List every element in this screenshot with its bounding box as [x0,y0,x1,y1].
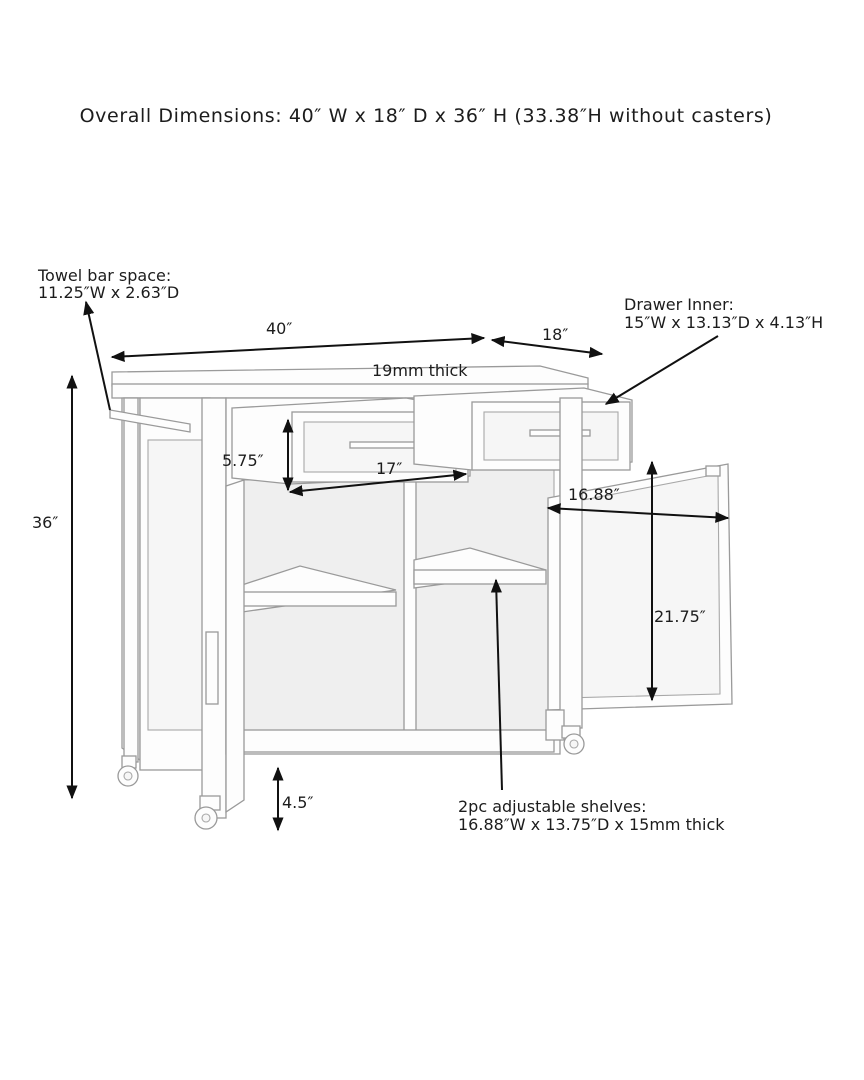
caster-back-right [562,726,584,754]
cabinet-interior-left [242,480,406,740]
door-width-label: 16.88″ [568,485,620,504]
door-hinge-plate [706,466,720,476]
caster-back-left [118,756,138,786]
left-back-leg [124,398,138,762]
depth-label: 18″ [542,325,569,344]
door-height-label: 21.75″ [654,607,706,626]
bottom-shelf [242,730,554,752]
right-back-leg [560,398,582,728]
top-thickness-label: 19mm thick [372,361,468,380]
left-door-handle [206,632,218,704]
towel-bar-pointer [86,302,110,410]
drawer-inner-label-line1: Drawer Inner: [624,295,734,314]
drawer-height-label: 5.75″ [222,451,264,470]
shelf-left-front [242,592,396,606]
countertop [112,366,588,386]
drawer-inner-label-line2: 15″W x 13.13″D x 4.13″H [624,313,824,332]
shelves-label-line2: 16.88″W x 13.75″D x 15mm thick [458,815,725,834]
shelf-right-front [414,570,546,584]
kitchen-cart-illustration [110,366,732,829]
height-label: 36″ [32,513,59,532]
left-side-inset [148,440,204,730]
towel-bar-label-line1: Towel bar space: [38,266,172,285]
caster-front-left [195,796,220,829]
diagram-title: Overall Dimensions: 40″ W x 18″ D x 36″ H (33.38″H without casters) [79,105,773,127]
left-door [226,480,244,812]
drawer-left-handle [350,442,416,448]
right-front-leg [546,710,564,740]
drawer-inner-pointer [606,336,718,404]
width-label: 40″ [266,319,293,338]
center-divider [404,476,416,740]
cabinet-interior-right [414,470,554,740]
drawer-width-label: 17″ [376,459,403,478]
caster-height-label: 4.5″ [282,793,314,812]
width-arrow [112,338,484,357]
right-door-panel [562,474,720,698]
shelves-label-line1: 2pc adjustable shelves: [458,797,647,816]
towel-bar-label-line2: 11.25″W x 2.63″D [38,283,180,302]
